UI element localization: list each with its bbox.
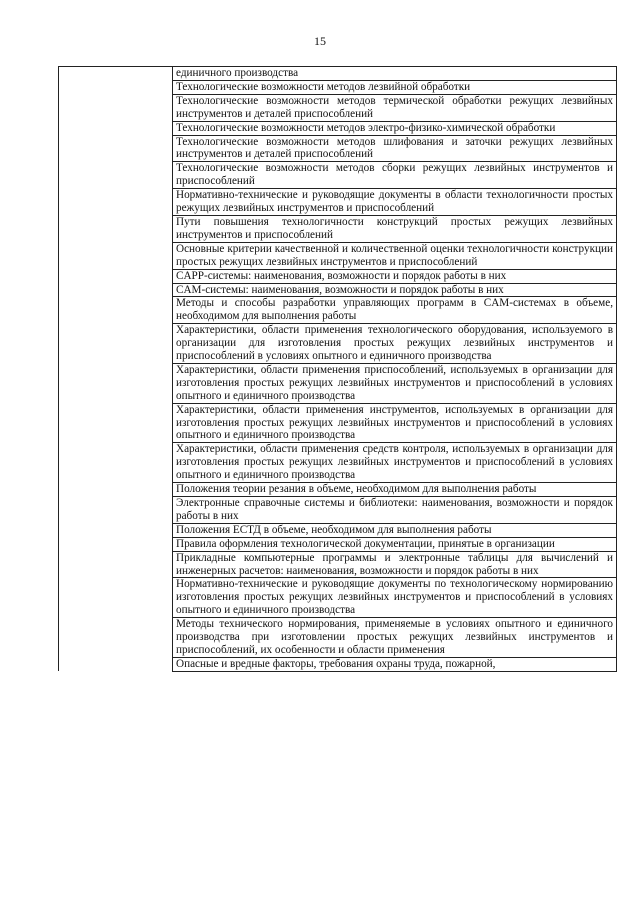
requirement-cell: Правила оформления технологической документации, принятые в организации: [173, 537, 617, 551]
requirement-cell: Положения ЕСТД в объеме, необходимом для выполнения работы: [173, 523, 617, 537]
requirements-table: [58, 66, 617, 672]
requirement-cell: Технологические возможности методов шлифования и заточки режущих лезвийных инструментов и деталей приспособлений: [173, 135, 617, 162]
page-number: 15: [314, 34, 326, 48]
requirement-cell: Положения теории резания в объеме, необходимом для выполнения работы: [173, 483, 617, 497]
requirements-table-body: [59, 67, 617, 672]
requirement-cell: Технологические возможности методов лезвийной обработки: [173, 80, 617, 94]
requirement-cell: Нормативно-технические и руководящие документы в области технологичности простых режущих лезвийных инструментов и приспособлений: [173, 189, 617, 216]
requirement-cell: Методы и способы разработки управляющих программ в CAM-системах в объеме, необходимом для выполнения работы: [173, 297, 617, 324]
requirement-cell: Электронные справочные системы и библиотеки: наименования, возможности и порядок работы в них: [173, 497, 617, 524]
requirement-cell: Технологические возможности методов термической обработки режущих лезвийных инструментов и деталей приспособлений: [173, 94, 617, 121]
requirement-cell: Опасные и вредные факторы, требования охраны труда, пожарной,: [173, 657, 617, 671]
requirement-cell: Характеристики, области применения приспособлений, используемых в организации для изготовления простых режущих лезвийных инструментов и приспособлений в условиях опытного и единичного производства: [173, 363, 617, 403]
requirement-cell: Нормативно-технические и руководящие документы по технологическому нормированию изготовления простых режущих лезвийных инструментов и приспособлений в условиях опытного и единичного производства: [173, 578, 617, 618]
table-row: [59, 67, 617, 81]
requirement-cell: Пути повышения технологичности конструкций простых режущих лезвийных инструментов и приспособлений: [173, 215, 617, 242]
requirement-cell: Прикладные компьютерные программы и электронные таблицы для вычислений и инженерных расчетов: наименования, возможности и порядок работы в них: [173, 551, 617, 578]
requirement-cell: Характеристики, области применения средств контроля, используемых в организации для изготовления простых режущих лезвийных инструментов и приспособлений в условиях опытного и единичного производства: [173, 443, 617, 483]
requirement-cell: CAM-системы: наименования, возможности и порядок работы в них: [173, 283, 617, 297]
category-cell: [59, 67, 173, 672]
requirement-cell: Характеристики, области применения инструментов, используемых в организации для изготовления простых режущих лезвийных инструментов и приспособлений в условиях опытного и единичного производства: [173, 403, 617, 443]
requirement-cell: Характеристики, области применения технологического оборудования, используемого в организации для изготовления простых режущих лезвийных инструментов и приспособлений в условиях опытного и единичного производства: [173, 324, 617, 364]
requirement-cell: Методы технического нормирования, применяемые в условиях опытного и единичного производства при изготовлении простых режущих лезвийных инструментов и приспособлений, их особенности и области применения: [173, 618, 617, 658]
requirement-cell: единичного производства: [173, 67, 617, 81]
requirement-cell: Основные критерии качественной и количественной оценки технологичности конструкции простых режущих лезвийных инструментов и приспособлений: [173, 242, 617, 269]
requirement-cell: Технологические возможности методов электро-физико-химической обработки: [173, 121, 617, 135]
requirement-cell: Технологические возможности методов сборки режущих лезвийных инструментов и приспособлений: [173, 162, 617, 189]
requirement-cell: CAPP-системы: наименования, возможности и порядок работы в них: [173, 269, 617, 283]
